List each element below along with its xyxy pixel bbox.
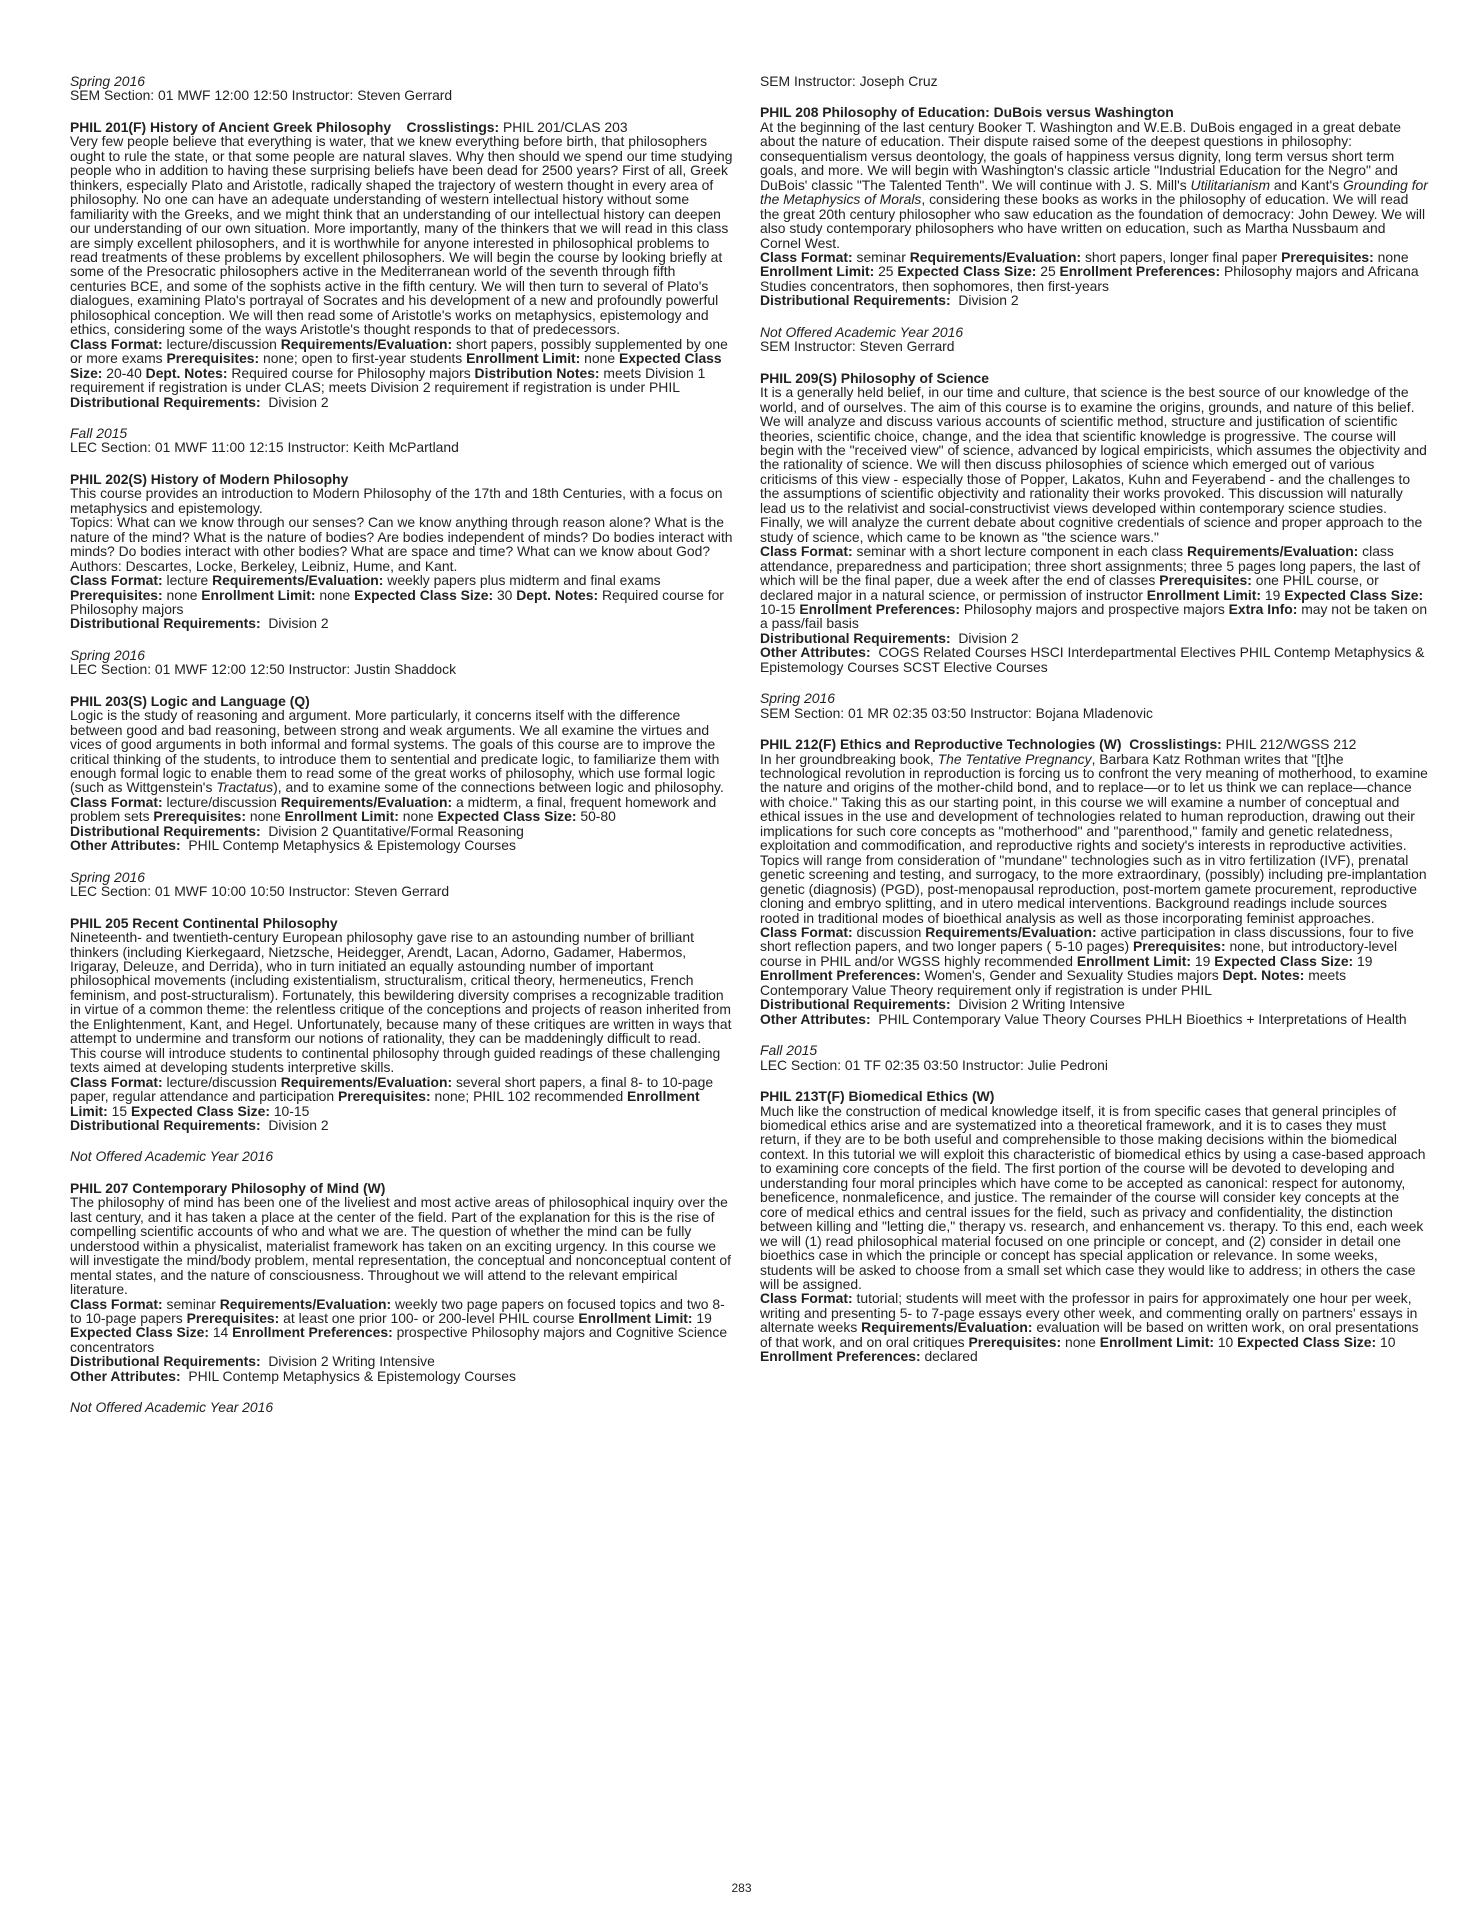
meta-value: none — [166, 586, 198, 603]
meta-value: none — [1064, 1333, 1096, 1350]
meta-value: meets Division 1 requirement if registration is under CLAS; meets Division 2 requirement if registration is under PHIL — [70, 364, 706, 396]
crosslist-value: PHIL 212/WGSS 212 — [1225, 736, 1357, 753]
meta-value: 10 — [1217, 1333, 1234, 1350]
course-description: Logic is the study of reasoning and argument. More particularly, it concerns itself with the difference between good and bad reasoning, between strong and weak arguments. We all examine the virtues and vices of good arguments in both informal and formal systems. The goals of this course are to improve the critical thinking of the students, to introduce them to sentential and predicate logic, to familiarize them with enough formal logic to enable them to read some of the great works of philosophy, which use formal logic (such as Wittgenstein's Tractatus), and to examine some of the connections between logic and philosophy. — [70, 707, 724, 796]
course-title: PHIL 213T(F) Biomedical Ethics (W) — [760, 1088, 995, 1105]
meta-value: lecture/discussion — [166, 1073, 277, 1090]
meta-label: Prerequisites: — [186, 1309, 280, 1326]
meta-value: 19 — [696, 1309, 712, 1326]
meta-label: Enrollment Limit: — [284, 808, 399, 825]
meta-label: Class Format: — [70, 793, 163, 810]
meta-label: Expected Class Size: — [1237, 1333, 1377, 1350]
meta-value: a midterm, a final, frequent homework and problem sets — [70, 793, 717, 825]
meta-label: Class Format: — [70, 572, 163, 589]
other-label: Other Attributes: — [70, 837, 181, 854]
meta-value: Required course for Philosophy majors — [231, 364, 471, 381]
section-line: LEC Section: 01 MWF 11:00 12:15 Instructor: Keith McPartland — [70, 439, 459, 456]
meta-label: Enrollment Limit: — [70, 1088, 700, 1119]
course-entry-phil-209 — [760, 371, 1428, 675]
meta-label: Enrollment Limit: — [760, 263, 875, 280]
term-label: Spring 2016 — [760, 690, 835, 707]
distributional-requirements — [760, 293, 1428, 307]
course-meta — [760, 544, 1428, 631]
dist-value: Division 2 Writing Intensive — [958, 996, 1125, 1013]
meta-value: short papers, possibly supplemented by one or more exams — [70, 335, 728, 367]
meta-label: Expected Class Size: — [70, 1324, 209, 1341]
course-entry-phil-207 — [70, 1181, 735, 1383]
meta-label: Class Format: — [70, 1295, 163, 1312]
course-title: PHIL 205 Recent Continental Philosophy — [70, 914, 338, 931]
course-meta — [760, 1291, 1428, 1363]
page-number: 283 — [731, 1881, 752, 1895]
meta-label: Expected Class Size: — [437, 808, 577, 825]
meta-value: at least one prior 100- or 200-level PHIL course — [283, 1309, 575, 1326]
course-description: Much like the construction of medical knowledge itself, it is from specific cases that general principles of biomedical ethics arise and are systematized into a theoretical framework, and it is to cases they must return, if they are to be both useful and comprehensible to those making decisions within the biomedical context. In this tutorial we will exploit this characteristic of biomedical ethics by using a case-based approach to examining core concepts of the field. The first portion of the course will be devoted to developing and understanding four moral principles which have come to be accepted as canonical: respect for autonomy, beneficence, nonmaleficence, and justice. The remainder of the course will consider key concepts at the core of medical ethics and central issues for the field, such as privacy and confidentiality, the distinction between killing and "letting die," therapy vs. research, and enhancement vs. therapy. To this end, each week we will (1) read philosophical material focused on one principle or concept, and (2) consider in detail one bioethics case in which the principle or concept has special application or relevance. In some weeks, students will be asked to choose from a small set which case they would like to address; in others the case will be assigned. — [760, 1102, 1426, 1292]
meta-value: 15 — [111, 1102, 128, 1119]
course-entry-phil-213t — [760, 1089, 1428, 1364]
dist-label: Distributional Requirements: — [70, 1353, 261, 1370]
meta-value: 19 — [1194, 952, 1211, 969]
meta-value: 10-15 — [273, 1102, 310, 1119]
distributional-requirements — [760, 997, 1428, 1011]
course-entry-phil-202 — [70, 472, 735, 631]
meta-label: Prerequisites: — [1281, 248, 1374, 265]
course-description: This course will introduce students to continental philosophy through guided readings of these challenging texts aimed at developing students interpretive skills. — [70, 1044, 721, 1076]
meta-label: Prerequisites: — [1132, 938, 1226, 955]
meta-value: seminar — [166, 1295, 216, 1312]
meta-label: Enrollment Limit: — [1076, 952, 1192, 969]
meta-value: none, but introductory-level course in PHIL and/or WGSS highly recommended — [760, 938, 1398, 969]
dist-value: Division 2 — [958, 292, 1019, 309]
dist-label: Distributional Requirements: — [760, 996, 951, 1013]
course-title: PHIL 202(S) History of Modern Philosophy — [70, 470, 349, 487]
dist-value: Division 2 — [958, 629, 1019, 646]
meta-label: Expected Class Size: — [897, 263, 1037, 280]
meta-label: Expected Class Size: — [354, 586, 494, 603]
term-label: Spring 2016 — [70, 73, 145, 89]
meta-label: Enrollment Limit: — [201, 586, 316, 603]
schedule-block — [70, 74, 735, 103]
meta-value: 10-15 — [760, 600, 796, 617]
section-line: SEM Section: 01 MWF 12:00 12:50 Instructor: Steven Gerrard — [70, 87, 453, 104]
meta-value: 10 — [1379, 1333, 1396, 1350]
course-entry-phil-212 — [760, 737, 1428, 1026]
meta-value: Philosophy majors and Africana Studies concentrators, then sophomores, then first-years — [760, 263, 1419, 294]
meta-value: 50-80 — [580, 808, 616, 825]
other-value: COGS Related Courses HSCI Interdepartmental Electives PHIL Contemp Metaphysics & Epistemology Courses SCST Elective Courses — [760, 644, 1425, 675]
course-meta — [760, 925, 1428, 997]
schedule-block — [70, 426, 735, 455]
meta-label: Distribution Notes: — [474, 364, 600, 381]
meta-value: meets Contemporary Value Theory requirement only if registration is under PHIL — [760, 967, 1347, 998]
meta-value: active participation in class discussions, four to five short reflection papers, and two longer papers ( 5-10 pages) — [760, 924, 1414, 955]
dist-value: Division 2 — [268, 615, 329, 632]
crosslist-label: Crosslistings: — [406, 118, 500, 135]
schedule-block — [760, 691, 1428, 720]
dist-label: Distributional Requirements: — [760, 629, 951, 646]
term-label: Fall 2015 — [760, 1042, 818, 1059]
meta-value: none — [249, 808, 281, 825]
meta-label: Class Format: — [70, 335, 163, 352]
dist-label: Distributional Requirements: — [70, 615, 261, 632]
other-value: PHIL Contemp Metaphysics & Epistemology Courses — [188, 1367, 516, 1384]
meta-label: Enrollment Limit: — [578, 1309, 693, 1326]
meta-label: Expected Class Size: — [70, 350, 722, 381]
term-label: Not Offered Academic Year 2016 — [70, 1148, 274, 1165]
course-description: It is a generally held belief, in our time and culture, that science is the best source of our knowledge of the world, and of ourselves. The aim of this course is to examine the origins, grounds, and nature of this belief. We will analyze and discuss various accounts of scientific method, structure and justification of scientific theories, scientific choice, change, and the idea that scientific knowledge is progressive. The course will begin with the "received view" of science, advanced by logical empiricists, which assumes the objectivity and the rationality of science. We will then discuss philosophies of science which emerged out of various criticisms of this view - especially those of Popper, Lakatos, Kuhn and Feyerabend - and the challenges to the assumptions of scientific objectivity and rationality their works provoked. This discussion will naturally lead us to the relativist and social-constructivist views developed within contemporary science studies. Finally, we will analyze the current debate about cognitive credentials of science and proper approach to the study of science, which came to be known as "the science wars." — [760, 384, 1427, 545]
schedule-block — [760, 325, 1428, 354]
schedule-block — [70, 1149, 735, 1163]
meta-value: seminar with a short lecture component in each class — [856, 543, 1184, 560]
meta-label: Requirements/Evaluation: — [280, 1073, 453, 1090]
meta-value: evaluation will be based on written work, on oral presentations of that work, and on oral critiques — [760, 1319, 1419, 1350]
meta-value: 14 — [212, 1324, 229, 1341]
meta-value: discussion — [856, 924, 922, 941]
meta-value: may not be taken on a pass/fail basis — [760, 600, 1428, 632]
meta-label: Prerequisites: — [153, 808, 247, 825]
course-title — [70, 120, 735, 134]
course-entry-phil-208 — [760, 105, 1428, 307]
meta-value: several short papers, a final 8- to 10-page paper, regular attendance and participation — [70, 1073, 714, 1105]
meta-label: Enrollment Limit: — [466, 350, 581, 367]
course-title — [760, 737, 1428, 751]
course-meta — [760, 250, 1428, 293]
course-description: This course provides an introduction to Modern Philosophy of the 17th and 18th Centuries, with a focus on metaphysics and epistemology. — [70, 485, 723, 516]
meta-label: Dept. Notes: — [516, 586, 599, 603]
meta-value: 30 — [496, 586, 513, 603]
meta-value: short papers, longer final paper — [1084, 248, 1278, 265]
meta-label: Requirements/Evaluation: — [861, 1319, 1033, 1336]
term-label: Spring 2016 — [70, 646, 145, 663]
term-label: Not Offered Academic Year 2016 — [70, 1399, 274, 1416]
dist-label: Distributional Requirements: — [70, 1117, 261, 1133]
distributional-requirements — [70, 824, 735, 838]
meta-value: Required course for Philosophy majors — [70, 586, 724, 617]
meta-label: Expected Class Size: — [130, 1102, 270, 1119]
meta-value: prospective Philosophy majors and Cognitive Science concentrators — [70, 1324, 728, 1355]
course-entry-phil-203 — [70, 694, 735, 853]
meta-value: Philosophy majors and prospective majors — [963, 600, 1225, 617]
meta-label: Prerequisites: — [166, 350, 260, 367]
meta-label: Class Format: — [70, 1073, 163, 1090]
meta-label: Enrollment Preferences: — [1059, 263, 1221, 280]
meta-value: Women's, Gender and Sexuality Studies majors — [924, 967, 1219, 984]
meta-label: Class Format: — [760, 543, 853, 560]
meta-label: Prerequisites: — [70, 586, 163, 603]
other-attributes — [70, 838, 735, 852]
meta-label: Requirements/Evaluation: — [280, 335, 453, 352]
other-value: PHIL Contemporary Value Theory Courses PHLH Bioethics + Interpretations of Health — [878, 1010, 1407, 1027]
course-entry-phil-205 — [70, 916, 735, 1133]
dist-value: Division 2 — [268, 1117, 329, 1133]
term-label: Spring 2016 — [70, 868, 145, 885]
meta-label: Class Format: — [760, 924, 853, 941]
meta-value: none; open to first-year students — [263, 350, 463, 367]
course-title-text: PHIL 201(F) History of Ancient Greek Philosophy — [70, 118, 392, 135]
course-title: PHIL 209(S) Philosophy of Science — [760, 369, 989, 386]
section-line: SEM Instructor: Joseph Cruz — [760, 73, 938, 89]
meta-value: weekly two page papers on focused topics and two 8- to 10-page papers — [70, 1295, 725, 1326]
other-attributes — [760, 645, 1428, 674]
course-description: The philosophy of mind has been one of the liveliest and most active areas of philosophical inquiry over the last century, and it has taken a place at the center of the field. Part of the explanation for this is the rise of compelling scientific accounts of who and what we are. The question of whether the mind can be fully understood within a physicalist, materialist framework has taken on an exciting urgency. In this course we will investigate the mind/body problem, mental representation, the conceptual and nonconceptual content of mental states, and the nature of consciousness. Throughout we will attend to the relevant empirical literature. — [70, 1194, 731, 1298]
term-label: Not Offered Academic Year 2016 — [760, 323, 964, 340]
meta-value: none — [1377, 248, 1409, 265]
meta-label: Requirements/Evaluation: — [212, 572, 384, 589]
meta-label: Enrollment Preferences: — [799, 600, 960, 617]
other-label: Other Attributes: — [760, 644, 871, 661]
meta-value: none — [402, 808, 434, 825]
term-label: Fall 2015 — [70, 424, 128, 441]
meta-label: Enrollment Limit: — [1099, 1333, 1214, 1350]
meta-label: Dept. Notes: — [1222, 967, 1305, 984]
meta-value: none — [584, 350, 616, 367]
right-column — [760, 74, 1428, 1381]
course-description: Very few people believe that everything is water, that we knew everything before birth, that philosophers ought to rule the state, or that some people are natural slaves. Why then should we spend our time studying people who in addition to having these surprising beliefs have been dead for 2500 years? First of all, Greek thinkers, especially Plato and Aristotle, radically shaped the trajectory of western thought in every area of philosophy. No one can have an adequate understanding of western intellectual history without some familiarity with the Greeks, and we might think that an understanding of our intellectual history can deepen our understanding of our own situation. More importantly, many of the thinkers that we will read in this class are simply excellent philosophers, and it is worthwhile for anyone interested in philosophical problems to read treatments of these problems by excellent philosophers. We will begin the course by looking briefly at some of the Presocratic philosophers active in the Mediterranean world of the seventh through fifth centuries BCE, and some of the sophists active in the fifth century. We will then turn to several of Plato's dialogues, examining Plato's portrayal of Socrates and his development of a new and profoundly powerful philosophical conception. We will then read some of Aristotle's works on metaphysics, epistemology and ethics, considering some of the ways Aristotle's thought responds to that of predecessors. — [70, 133, 733, 338]
course-meta — [70, 337, 735, 395]
course-description: Nineteenth- and twentieth-century European philosophy gave rise to an astounding number of brilliant thinkers (including Kierkegaard, Nietzsche, Heidegger, Arendt, Lacan, Adorno, Gadamer, Habermos, Irigaray, Deleuze, and Derrida), who in turn initiated an equally astounding number of important philosophical movements (including existentialism, structuralism, critical theory, hermeneutics, French feminism, and post-structuralism). Fortunately, this bewildering diversity comprises a recognizable tradition in virtue of a common theme: the relentless critique of the conceptions and projects of reason inherited from the Enlightenment, Kant, and Hegel. Unfortunately, because many of these critiques are written in ways that attempt to undermine and transform our notions of rationality, they can be maddeningly difficult to read. — [70, 929, 732, 1047]
course-description: In her groundbreaking book, The Tentative Pregnancy, Barbara Katz Rothman writes that "[t]he technological revolution in reproduction is forcing us to confront the very meaning of motherhood, to examine the nature and origins of the mother-child bond, and to replace—or to let us think we can replace—chance with choice." Taking this as our starting point, in this course we will examine a number of conceptual and ethical issues in the use and development of technologies related to human reproduction, drawing out their implications for such core concepts as "motherhood" and "parenthood," family and genetic relatedness, exploitation and commodification, and reproductive rights and society's interests in reproductive activities. Topics will range from consideration of "mundane" technologies such as in vitro fertilization (IVF), prenatal genetic screening and testing, and surrogacy, to the more extraordinary, (possibly) including pre-implantation genetic (diagnosis) (PGD), post-menopausal reproduction, post-mortem gamete procurement, reproductive cloning and embryo splitting, and in utero medical interventions. Background readings include sources rooted in traditional modes of bioethical analysis as well as those incorporating feminist approaches. — [760, 750, 1428, 926]
meta-label: Expected Class Size: — [1284, 586, 1424, 603]
meta-label: Prerequisites: — [337, 1088, 431, 1105]
meta-label: Class Format: — [760, 248, 853, 265]
dist-value: Division 2 Quantitative/Formal Reasoning — [268, 822, 524, 839]
other-label: Other Attributes: — [70, 1367, 181, 1384]
meta-value: one PHIL course, or declared major in a natural science, or permission of instructor — [760, 572, 1379, 603]
distributional-requirements — [70, 395, 735, 409]
meta-value: none; PHIL 102 recommended — [434, 1088, 624, 1105]
course-description: At the beginning of the last century Booker T. Washington and W.E.B. DuBois engaged in a great debate about the nature of education. Their dispute raised some of the deepest questions in philosophy: consequentialism versus deontology, the goals of happiness versus dignity, long term versus short term goals, and more. We will begin with Washington's classic article "Industrial Education for the Negro" and DuBois' classic "The Talented Tenth". We will continue with J. S. Mill's Utilitarianism and Kant's Grounding for the Metaphysics of Morals, considering these books as works in the philosophy of education. We will read the great 20th century philosopher who saw education as the foundation of democracy: John Dewey. We will also study contemporary philosophers who have written on education, such as Martha Nussbaum and Cornel West. — [760, 118, 1428, 251]
meta-label: Requirements/Evaluation: — [280, 793, 453, 810]
section-line: LEC Section: 01 MWF 12:00 12:50 Instructor: Justin Shaddock — [70, 661, 457, 678]
distributional-requirements — [70, 616, 735, 630]
course-title-text: PHIL 212(F) Ethics and Reproductive Technologies (W) — [760, 736, 1122, 753]
distributional-requirements — [70, 1118, 735, 1132]
course-title: PHIL 208 Philosophy of Education: DuBois versus Washington — [760, 104, 1174, 121]
course-meta — [70, 1297, 735, 1355]
course-meta — [70, 795, 735, 824]
other-attributes — [760, 1012, 1428, 1026]
meta-label: Enrollment Preferences: — [760, 967, 921, 984]
meta-value: 19 — [1357, 952, 1373, 969]
meta-label: Requirements/Evaluation: — [219, 1295, 392, 1312]
course-description: Topics: What can we know through our senses? Can we know anything through reason alone? What is the nature of the mind? What is the nature of bodies? Are bodies independent of minds? Do bodies interact with minds? Do bodies interact with other bodies? What are space and time? What can we know about God? Authors: Descartes, Locke, Berkeley, Leibniz, Hume, and Kant. — [70, 514, 733, 574]
course-title: PHIL 207 Contemporary Philosophy of Mind (W) — [70, 1179, 386, 1196]
schedule-block — [70, 648, 735, 677]
meta-label: Expected Class Size: — [1214, 952, 1354, 969]
dist-value: Division 2 — [268, 393, 329, 410]
meta-value: lecture/discussion — [166, 793, 277, 810]
distributional-requirements — [70, 1354, 735, 1368]
meta-value: class attendance, preparedness and participation; three short assignments; three 5 pages long papers, the last of which will be the final paper, due a week after the end of classes — [760, 543, 1421, 589]
dist-label: Distributional Requirements: — [70, 393, 261, 410]
crosslist-value: PHIL 201/CLAS 203 — [503, 118, 628, 135]
schedule-block — [760, 74, 1428, 88]
meta-label: Enrollment Limit: — [1146, 586, 1262, 603]
other-label: Other Attributes: — [760, 1010, 871, 1027]
schedule-block — [70, 870, 735, 899]
meta-label: Prerequisites: — [968, 1333, 1062, 1350]
meta-label: Requirements/Evaluation: — [1186, 543, 1359, 560]
meta-value: 25 — [1040, 263, 1056, 280]
schedule-block — [70, 1400, 735, 1414]
meta-value: declared — [924, 1348, 978, 1365]
section-line: LEC Section: 01 MWF 10:00 10:50 Instructor: Steven Gerrard — [70, 883, 450, 900]
meta-value: 25 — [878, 263, 894, 280]
meta-label: Class Format: — [760, 1290, 853, 1307]
meta-value: lecture/discussion — [166, 335, 277, 352]
meta-label: Dept. Notes: — [145, 364, 228, 381]
dist-label: Distributional Requirements: — [760, 292, 951, 309]
section-line: SEM Instructor: Steven Gerrard — [760, 338, 955, 355]
section-line: LEC Section: 01 TF 02:35 03:50 Instructor: Julie Pedroni — [760, 1056, 1108, 1073]
other-value: PHIL Contemp Metaphysics & Epistemology Courses — [188, 837, 516, 854]
meta-value: none — [319, 586, 351, 603]
meta-value: tutorial; students will meet with the professor in pairs for approximately one hour per week, writing and presenting 5- to 7-page essays every other week, and commenting orally on partners' essays in alternate weeks — [760, 1290, 1418, 1336]
meta-label: Enrollment Preferences: — [760, 1348, 921, 1365]
dist-value: Division 2 Writing Intensive — [268, 1353, 435, 1370]
course-title: PHIL 203(S) Logic and Language (Q) — [70, 692, 310, 709]
dist-label: Distributional Requirements: — [70, 822, 261, 839]
meta-label: Extra Info: — [1228, 600, 1298, 617]
meta-value: 20-40 — [106, 364, 142, 381]
section-line: SEM Section: 01 MR 02:35 03:50 Instructor: Bojana Mladenovic — [760, 704, 1154, 721]
other-attributes — [70, 1369, 735, 1383]
left-column — [70, 74, 735, 1432]
meta-label: Requirements/Evaluation: — [909, 248, 1082, 265]
meta-value: weekly papers plus midterm and final exams — [387, 572, 661, 589]
meta-value: lecture — [166, 572, 209, 589]
course-meta — [70, 573, 735, 616]
crosslist-label: Crosslistings: — [1129, 736, 1222, 753]
meta-label: Enrollment Preferences: — [232, 1324, 393, 1341]
meta-label: Prerequisites: — [1159, 572, 1252, 589]
schedule-block — [760, 1043, 1428, 1072]
distributional-requirements — [760, 631, 1428, 645]
meta-label: Requirements/Evaluation: — [925, 924, 1097, 941]
meta-value: 19 — [1264, 586, 1281, 603]
course-meta — [70, 1075, 735, 1118]
meta-value: seminar — [856, 248, 906, 265]
course-entry-phil-201 — [70, 120, 735, 409]
